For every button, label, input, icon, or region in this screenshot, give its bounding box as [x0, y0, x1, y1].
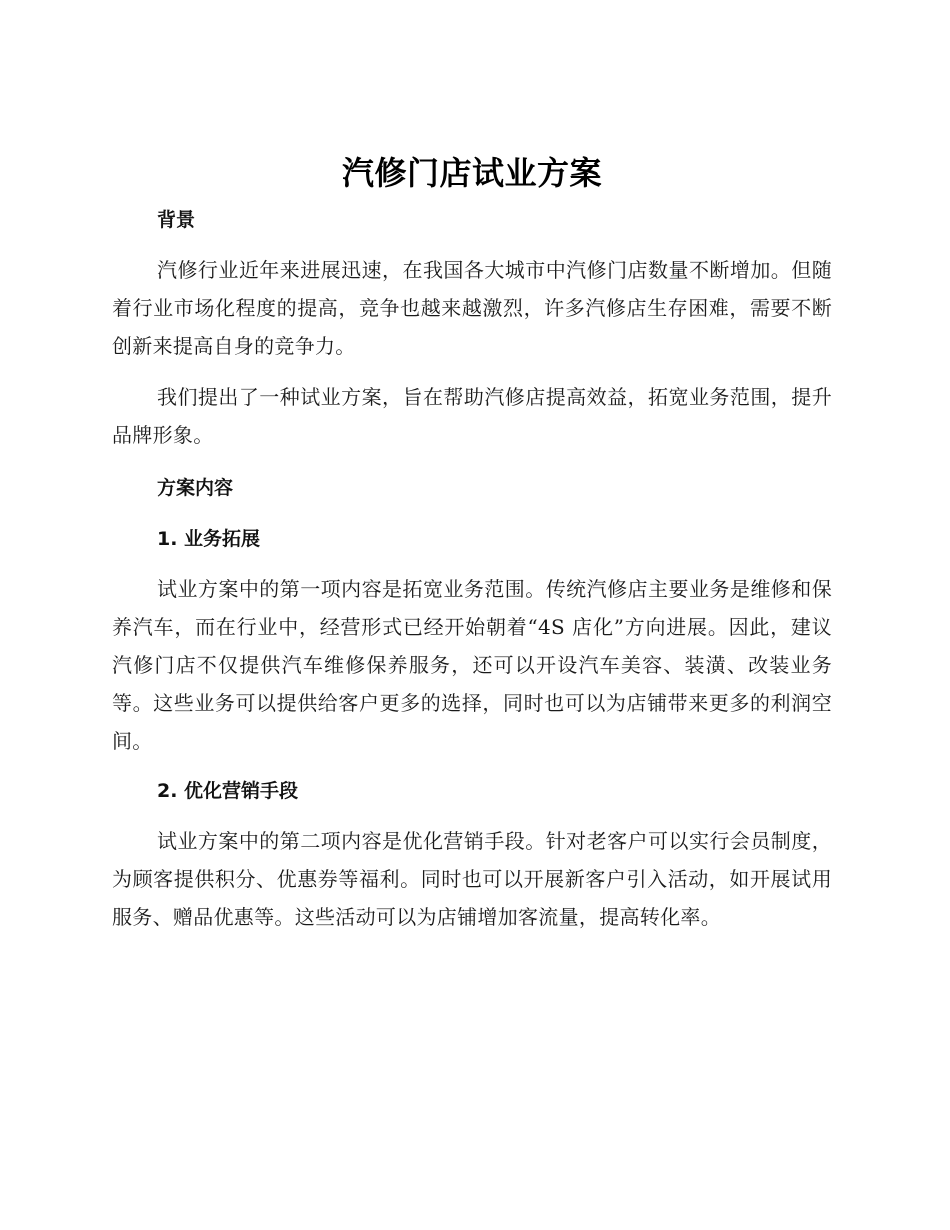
- subheading-business-expansion: 1. 业务拓展: [157, 528, 261, 550]
- paragraph-background-1: 汽修行业近年来进展迅速，在我国各大城市中汽修门店数量不断增加。但随着行业市场化程度的提高，竞争也越来越激烈，许多汽修店生存困难，需要不断创新来提高自身的竞争力。: [112, 258, 832, 358]
- section-heading-plan: 方案内容: [157, 477, 234, 499]
- paragraph-background-2: 我们提出了一种试业方案，旨在帮助汽修店提高效益，拓宽业务范围，提升品牌形象。: [112, 385, 832, 447]
- document-body: [112, 148, 832, 936]
- subheading-marketing: 2. 优化营销手段: [157, 780, 299, 802]
- section-heading-background: 背景: [157, 209, 196, 231]
- paragraph-marketing: 试业方案中的第二项内容是优化营销手段。针对老客户可以实行会员制度，为顾客提供积分、优惠券等福利。同时也可以开展新客户引入活动，如开展试用服务、赠品优惠等。这些活动可以为店铺增加客流量，提高转化率。: [112, 829, 832, 929]
- document-title: 汽修门店试业方案: [341, 154, 602, 192]
- paragraph-business-expansion: 试业方案中的第一项内容是拓宽业务范围。传统汽修店主要业务是维修和保养汽车，而在行业中，经营形式已经开始朝着“4S 店化”方向进展。因此，建议汽修门店不仅提供汽车维修保养服务，还可以开设汽车美容、装潢、改装业务等。这些业务可以提供给客户更多的选择，同时也可以为店铺带来更多的利润空间。: [112, 577, 832, 753]
